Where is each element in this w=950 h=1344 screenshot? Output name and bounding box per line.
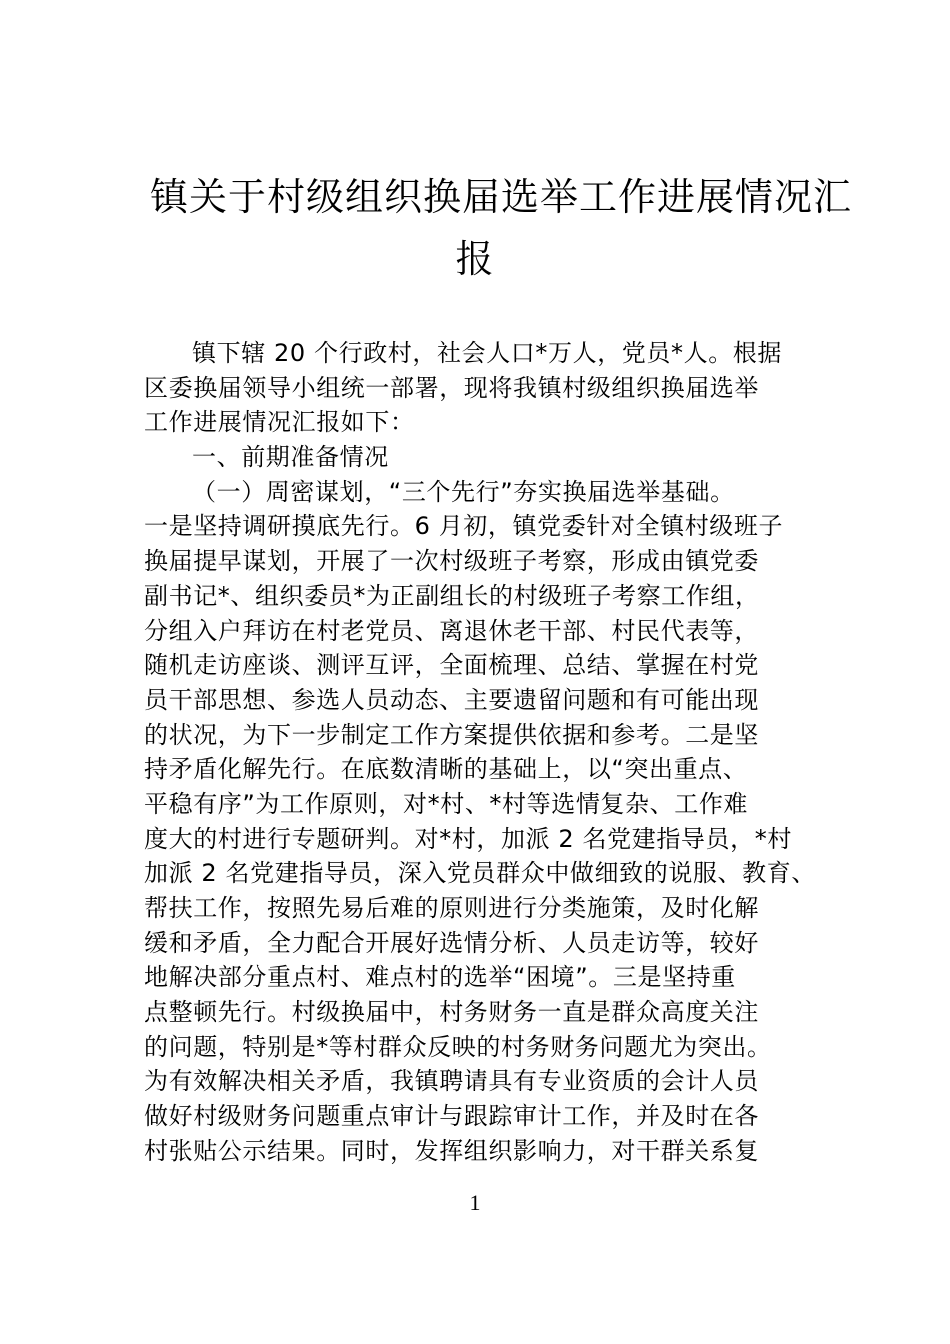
body-line: 随机走访座谈、测评互评，全面梳理、总结、掌握在村党 (144, 651, 759, 680)
paragraph-intro-line: 区委换届领导小组统一部署，现将我镇村级组织换届选举 (144, 373, 759, 402)
body-line: 员干部思想、参选人员动态、主要遗留问题和有可能出现 (144, 685, 759, 714)
body-line: 的问题，特别是*等村群众反映的村务财务问题尤为突出。 (144, 1032, 772, 1061)
body-line: 一是坚持调研摸底先行。6 月初，镇党委针对全镇村级班子 (144, 512, 784, 541)
title-line-1: 镇关于村级组织换届选举工作进展情况汇 (150, 175, 853, 219)
paragraph-intro-line: 工作进展情况汇报如下： (144, 408, 415, 437)
paragraph-intro-line: 镇下辖 20 个行政村，社会人口*万人，党员*人。根据 (192, 339, 782, 367)
body-line: 地解决部分重点村、难点村的选举“困境”。三是坚持重 (144, 963, 736, 992)
page-number: 1 (469, 1190, 481, 1215)
document-body (144, 336, 814, 1169)
body-line: 副书记*、组织委员*为正副组长的村级班子考察工作组， (144, 581, 760, 610)
title-line-2: 报 (455, 237, 495, 281)
body-line: 度大的村进行专题研判。对*村，加派 2 名党建指导员，*村 (144, 824, 792, 853)
body-line: 村张贴公示结果。同时，发挥组织影响力，对干群关系复 (144, 1136, 759, 1165)
body-line: 为有效解决相关矛盾，我镇聘请具有专业资质的会计人员 (144, 1067, 759, 1096)
body-line: 做好村级财务问题重点审计与跟踪审计工作，并及时在各 (144, 1102, 759, 1131)
body-line: 缓和矛盾，全力配合开展好选情分析、人员走访等，较好 (144, 928, 759, 957)
body-line: 换届提早谋划，开展了一次村级班子考察，形成由镇党委 (144, 547, 759, 576)
body-line: 点整顿先行。村级换届中，村务财务一直是群众高度关注 (144, 998, 759, 1027)
body-line: 帮扶工作，按照先易后难的原则进行分类施策，及时化解 (144, 894, 759, 922)
section-heading: 一、前期准备情况 (192, 443, 389, 472)
body-line: 分组入户拜访在村老党员、离退休老干部、村民代表等， (144, 616, 759, 645)
body-line: 加派 2 名党建指导员，深入党员群众中做细致的说服、教育、 (144, 859, 816, 888)
document-title (150, 166, 853, 290)
body-line: 的状况，为下一步制定工作方案提供依据和参考。二是坚 (144, 720, 759, 749)
subsection-heading: （一）周密谋划，“三个先行”夯实换届选举基础。 (192, 477, 735, 506)
body-line: 持矛盾化解先行。在底数清晰的基础上，以“突出重点、 (144, 755, 748, 784)
body-line: 平稳有序”为工作原则，对*村、*村等选情复杂、工作难 (144, 789, 749, 818)
